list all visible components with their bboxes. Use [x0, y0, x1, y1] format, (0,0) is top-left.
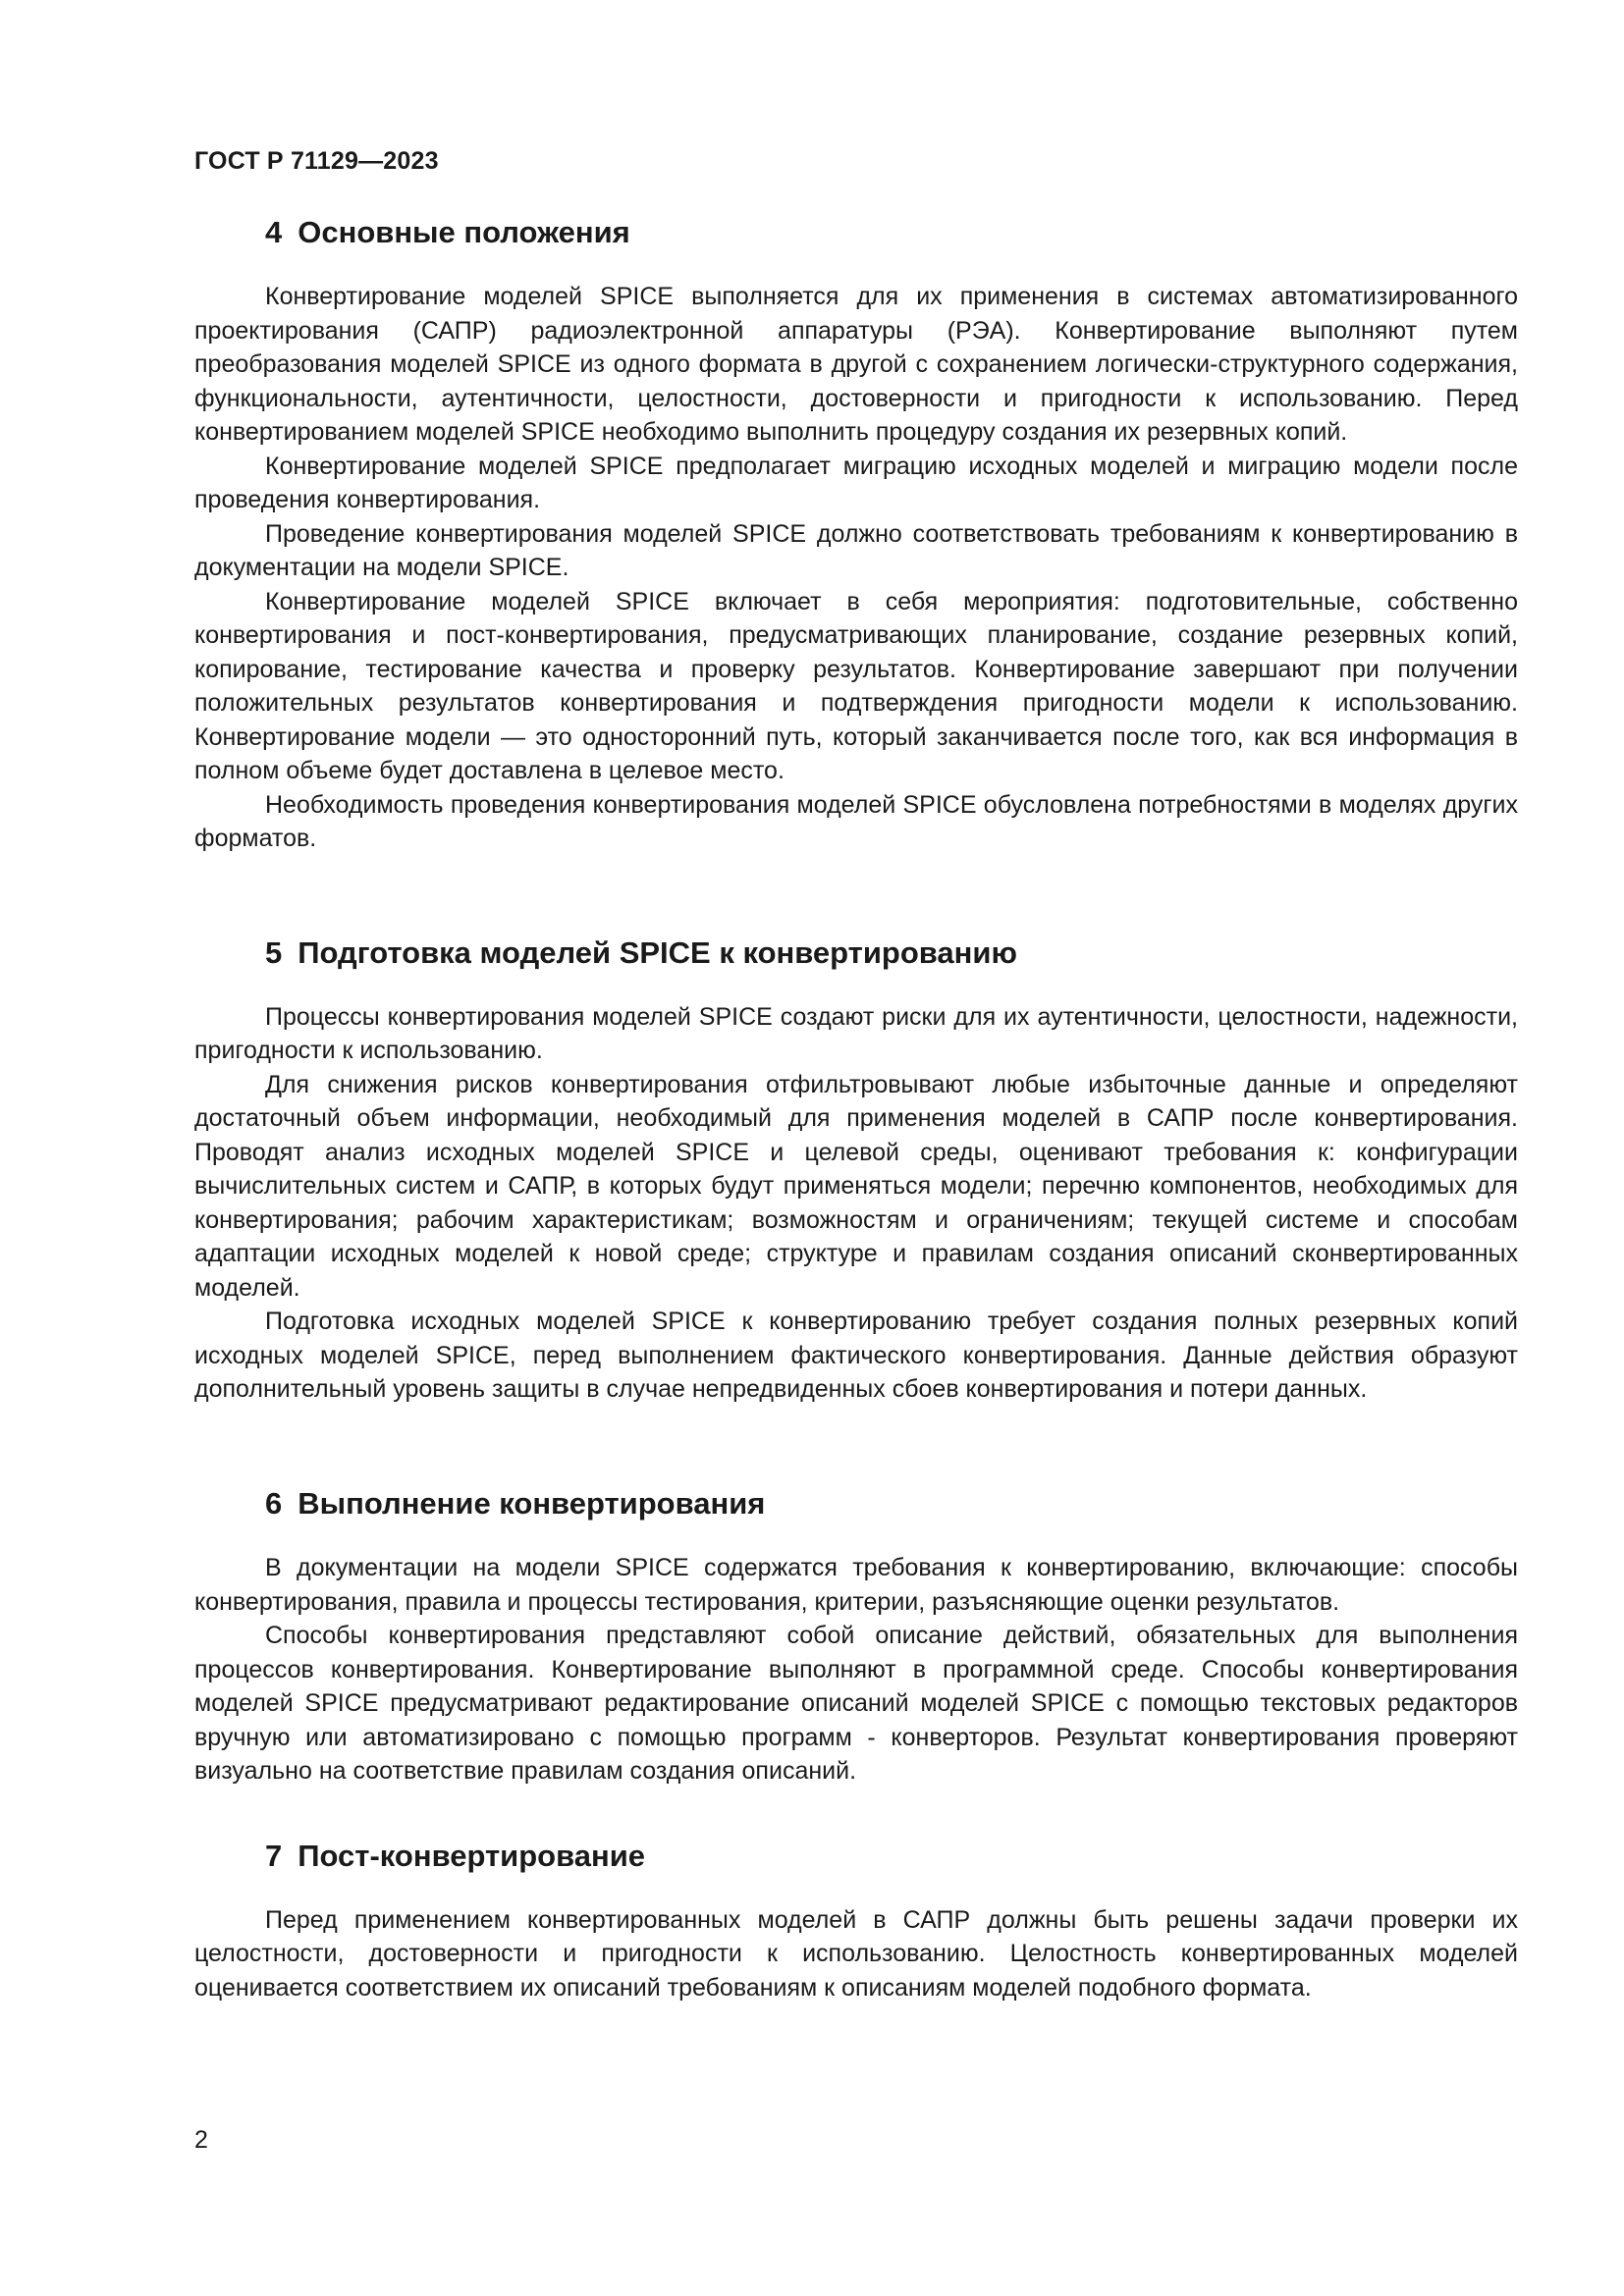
section-heading: [194, 1838, 1518, 1874]
section-5: [194, 934, 1518, 1407]
paragraph: Конвертирование моделей SPICE включает в себя мероприятия: подготовительные, собственно конвертирования и пост-конвертирования, предусматривающих планирование, создание резервных копий, копирование, тестирование качества и проверку результатов. Конвертирование завершают при получении положительных результатов конвертирования и подтверждения пригодности модели к использованию. Конвертирование модели — это односторонний путь, который заканчивается после того, как вся информация в полном объеме будет доставлена в целевое место.: [194, 587, 1518, 785]
paragraph: Перед применением конвертированных моделей в САПР должны быть решены задачи проверки их целостности, достоверности и пригодности к использованию. Целостность конвертированных моделей оценивается соответствием их описаний требованиям к описаниям моделей подобного формата.: [194, 1905, 1518, 2002]
paragraph: В документации на модели SPICE содержатся требования к конвертированию, включающие: способы конвертирования, правила и процессы тестирования, критерии, разъясняющие оценки результатов.: [194, 1554, 1518, 1616]
paragraph: Процессы конвертирования моделей SPICE создают риски для их аутентичности, целостности, надежности, пригодности к использованию.: [194, 1002, 1518, 1065]
section-title-text: Основные положения: [298, 215, 630, 249]
paragraph: Конвертирование моделей SPICE выполняется для их применения в системах автоматизированного проектирования (САПР) радиоэлектронной аппаратуры (РЭА). Конвертирование выполняют путем преобразования моделей SPICE из одного формата в другой с сохранением логически-структурного содержания, функциональности, аутентичности, целостности, достоверности и пригодности к использованию. Перед конвертированием моделей SPICE необходимо выполнить процедуру создания их резервных копий.: [194, 283, 1518, 447]
document-header-code: ГОСТ Р 71129—2023: [194, 147, 439, 175]
section-number: 5: [265, 934, 283, 970]
page-number: 2: [194, 2126, 208, 2154]
section-spacer: [194, 1789, 1518, 1838]
section-title-text: Пост-конвертирование: [298, 1838, 646, 1873]
section-spacer: [194, 856, 1518, 934]
section-number: 7: [265, 1838, 283, 1873]
section-heading: [194, 934, 1518, 971]
section-number: 6: [265, 1485, 283, 1521]
section-title-text: Выполнение конвертирования: [298, 1485, 766, 1521]
paragraph: Подготовка исходных моделей SPICE к конвертированию требует создания полных резервных копий исходных моделей SPICE, перед выполнением фактического конвертирования. Данные действия образуют дополнительный уровень защиты в случае непредвиденных сбоев конвертирования и потери данных.: [194, 1308, 1518, 1404]
section-number: 4: [265, 215, 283, 249]
section-heading: [194, 214, 1518, 250]
paragraph: Необходимость проведения конвертирования моделей SPICE обусловлена потребностями в моделях других форматов.: [194, 790, 1518, 853]
paragraph: Для снижения рисков конвертирования отфильтровывают любые избыточные данные и определяют достаточный объем информации, необходимый для применения моделей в САПР после конвертирования. Проводят анализ исходных моделей SPICE и целевой среды, оценивают требования к: конфигурации вычислительных систем и САПР, в которых будут применяться модели; перечню компонентов, необходимых для конвертирования; рабочим характеристикам; возможностям и ограничениям; текущей системе и способам адаптации исходных моделей к новой среде; структуре и правилам создания описаний сконвертированных моделей.: [194, 1070, 1518, 1302]
section-7: [194, 1838, 1518, 2005]
section-title-text: Подготовка моделей SPICE к конвертированию: [298, 934, 1017, 970]
paragraph: Способы конвертирования представляют собой описание действий, обязательных для выполнения процессов конвертирования. Конвертирование выполняют в программной среде. Способы конвертирования моделей SPICE предусматривают редактирование описаний моделей SPICE с помощью текстовых редакторов вручную или автоматизировано с помощью программ - конверторов. Результат конвертирования проверяют визуально на соответствие правилам создания описаний.: [194, 1622, 1518, 1786]
section-spacer: [194, 1407, 1518, 1485]
paragraph: Конвертирование моделей SPICE предполагает миграцию исходных моделей и миграцию модели после проведения конвертирования.: [194, 452, 1518, 514]
paragraph: Проведение конвертирования моделей SPICE должно соответствовать требованиям к конвертированию в документации на модели SPICE.: [194, 519, 1518, 582]
section-4: [194, 214, 1518, 856]
document-body: [194, 214, 1518, 2004]
section-heading: [194, 1485, 1518, 1522]
section-6: [194, 1485, 1518, 1789]
